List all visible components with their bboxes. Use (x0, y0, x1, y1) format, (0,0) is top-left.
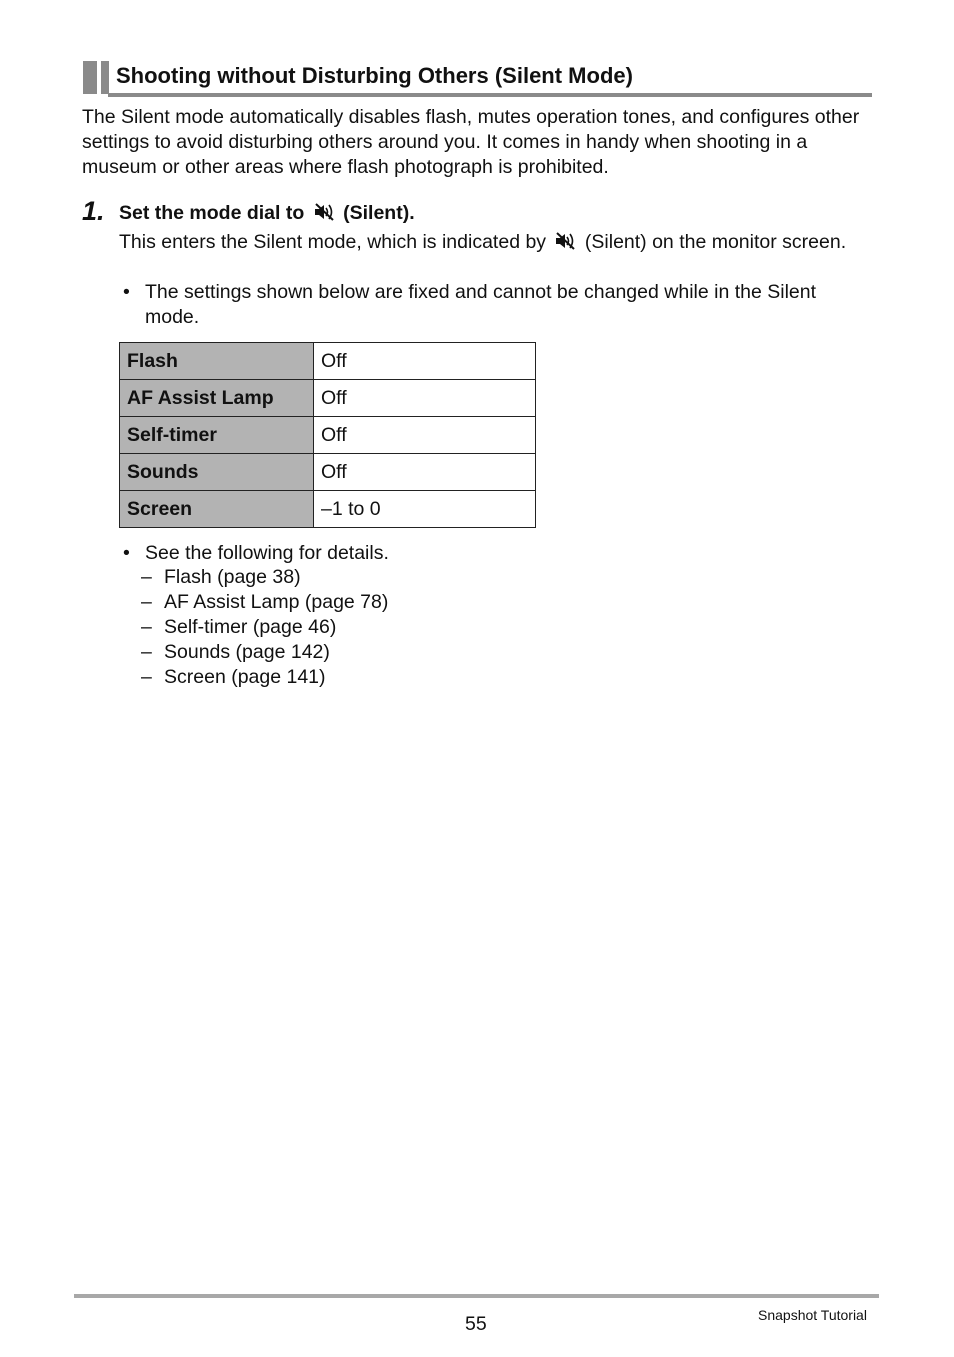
footer-rule (74, 1294, 879, 1298)
step-title-text: Set the mode dial to (119, 202, 305, 224)
table-row (120, 343, 536, 380)
reference-dash: – (141, 616, 152, 638)
setting-name: Screen (120, 491, 314, 528)
setting-value: –1 to 0 (314, 491, 536, 528)
setting-value: Off (314, 380, 536, 417)
setting-value: Off (314, 454, 536, 491)
step-description (119, 230, 879, 255)
step-number: 1. (82, 196, 105, 226)
heading-bar-thick (83, 61, 97, 94)
bullet-dot: • (123, 281, 130, 303)
intro-paragraph: The Silent mode automatically disables flash, mutes operation tones, and configures other settings to avoid disturbing others around you. It comes in handy when shooting in a museum or other areas where flash photograph is prohibited. (82, 106, 860, 178)
page-number: 55 (465, 1313, 487, 1335)
settings-table (119, 342, 536, 528)
reference-text: Self-timer (page 46) (164, 616, 337, 638)
setting-value: Off (314, 343, 536, 380)
table-row (120, 491, 536, 528)
silent-mode-icon (313, 202, 335, 222)
step-title (119, 201, 415, 226)
step-title-suffix: (Silent). (343, 202, 415, 224)
step-desc-text: This enters the Silent mode, which is indicated by (119, 231, 547, 253)
setting-name: AF Assist Lamp (120, 380, 314, 417)
heading-bar-thin (101, 61, 109, 94)
setting-name: Self-timer (120, 417, 314, 454)
reference-dash: – (141, 666, 152, 688)
bullet-dot: • (123, 542, 130, 564)
table-row (120, 454, 536, 491)
bullet-text: The settings shown below are fixed and cannot be changed while in the Silent mode. (145, 281, 817, 328)
setting-value: Off (314, 417, 536, 454)
reference-text: Screen (page 141) (164, 666, 326, 688)
reference-text: AF Assist Lamp (page 78) (164, 591, 389, 613)
reference-text: Flash (page 38) (164, 566, 301, 588)
table-row (120, 417, 536, 454)
heading-underline (108, 93, 872, 97)
reference-dash: – (141, 591, 152, 613)
setting-name: Sounds (120, 454, 314, 491)
footer-section-label: Snapshot Tutorial (758, 1307, 867, 1323)
step-desc-suffix: (Silent) on the monitor screen. (584, 231, 847, 253)
silent-mode-icon (554, 231, 576, 251)
section-heading: Shooting without Disturbing Others (Silent Mode) (116, 63, 633, 88)
bullet-text: See the following for details. (145, 542, 389, 564)
reference-dash: – (141, 641, 152, 663)
table-row (120, 380, 536, 417)
reference-text: Sounds (page 142) (164, 641, 330, 663)
reference-dash: – (141, 566, 152, 588)
setting-name: Flash (120, 343, 314, 380)
